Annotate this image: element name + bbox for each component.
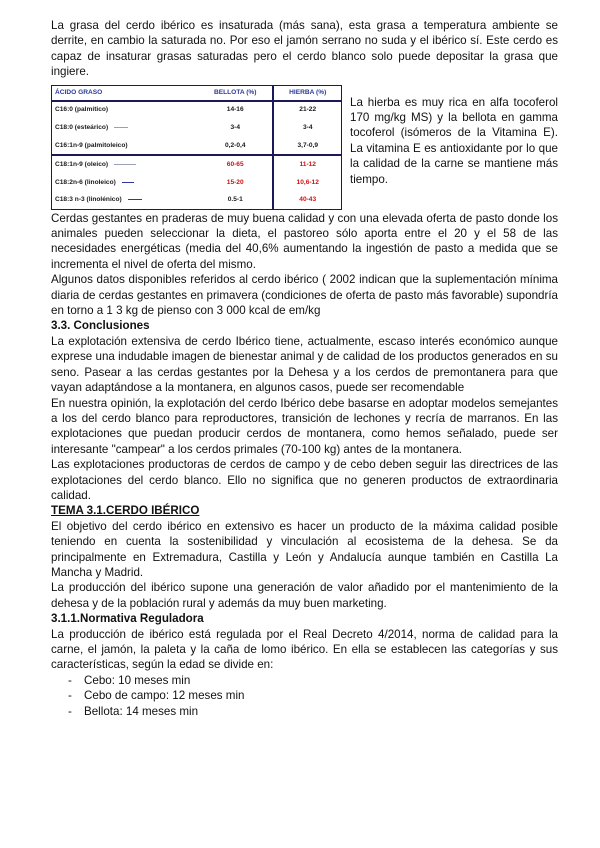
- hierba-cell: 11-12: [273, 155, 341, 174]
- table-row: [52, 101, 342, 120]
- table-row: [52, 119, 342, 137]
- intro-paragraph: La grasa del cerdo ibérico es insaturada (más sana), esta grasa a temperatura ambiente se derrite, en cambio la saturada no. Por eso el jamón serrano no suda y el ibérico sí. Este cerdo es capaz de insaturar grasas saturadas pero el cerdo blanco solo puede depositar la grasa que ingiere.: [51, 19, 558, 79]
- age-category-list: [51, 673, 558, 719]
- col-header-bellota: BELLOTA (%): [198, 85, 273, 101]
- hierba-cell: 40-43: [299, 196, 317, 204]
- bellota-cell: 14-16: [198, 101, 273, 120]
- table-section: [51, 85, 558, 211]
- table-row: [52, 137, 342, 156]
- bellota-cell: 60-65: [198, 155, 273, 174]
- bellota-cell: 3-4: [198, 119, 273, 137]
- vitamin-e-note: La hierba es muy rica en alfa tocoferol 170 mg/kg MS) y la bellota en gamma tocoferol (isómeros de la Vitamina E). La vitamina E es antioxidante por lo que la calidad de la carne se mantiene más tiempo.: [350, 95, 558, 186]
- legend-line: [114, 127, 128, 128]
- tema-heading: TEMA 3.1.CERDO IBÉRICO: [51, 504, 200, 518]
- hierba-cell: 10,6-12: [296, 178, 319, 186]
- datos-paragraph: Algunos datos disponibles referidos al cerdo ibérico ( 2002 indican que la suplementación mínima diaria de cerdas gestantes en primavera (condiciones de oferta de pasto más favorable) supondría en torno a 1 3 kg de pienso con 3 000 kcal de em/kg: [51, 273, 558, 318]
- list-item: - Bellota: 14 meses min: [68, 704, 199, 718]
- conclusiones-heading: 3.3. Conclusiones: [51, 319, 150, 333]
- table-row: [52, 174, 342, 192]
- acid-cell: C18:2n-6 (linoleico): [52, 174, 199, 192]
- table-header-row: [52, 85, 342, 101]
- bullet-dash: -: [68, 673, 72, 687]
- hierba-cell: 3,7-0,9: [297, 141, 318, 149]
- bellota-cell: 15-20: [198, 174, 273, 192]
- bellota-cell: 0,2-0,4: [198, 137, 273, 156]
- col-header-acid: ÁCIDO GRASO: [52, 85, 199, 101]
- list-item: - Cebo: 10 meses min: [68, 673, 191, 687]
- legend-line: [128, 199, 142, 200]
- acid-cell: C16:1n-9 (palmitoleico): [55, 141, 128, 149]
- normativa-paragraph: La producción de ibérico está regulada por el Real Decreto 4/2014, norma de calidad para la carne, el jamón, la paleta y la caña de lomo ibérico. En ella se establecen las categorías y sus características, según la edad se divide en:: [51, 627, 558, 672]
- conclusiones-paragraph-2: En nuestra opinión, la explotación del cerdo Ibérico debe basarse en adoptar modelos semejantes a los del cerdo blanco para reproductores, transición de lechones y recría de marranos. En las explotaciones que puedan producir cerdos de montanera, como hemos señalado, puede ser interesante "campear" a los cerdos primales (70-100 kg) antes de la montanera.: [51, 396, 558, 456]
- acid-cell: C18:3 n-3 (linolénico): [52, 192, 199, 210]
- list-item: - Cebo de campo: 12 meses min: [68, 689, 245, 703]
- bullet-dash: -: [68, 704, 72, 718]
- legend-line: [114, 164, 136, 165]
- acid-cell: C16:0 (palmítico): [55, 106, 109, 114]
- hierba-cell: 3-4: [302, 124, 313, 132]
- acid-cell: C18:1n-9 (oleico): [52, 155, 199, 174]
- conclusiones-paragraph-1: La explotación extensiva de cerdo Ibérico tiene, actualmente, escaso interés económico aunque exprese una indudable imagen de bienestar animal y de calidad de los productos generados en su seno. Pasear a las cerdas gestantes por la Dehesa y a los cerdos de premontanera para que vayan adaptándose a la montanera, en algunos casos, puede ser recomendable: [51, 334, 558, 395]
- col-header-hierba: HIERBA (%): [273, 85, 341, 101]
- cerdas-paragraph: Cerdas gestantes en praderas de muy buena calidad y con una elevada oferta de pasto donde los animales pueden seleccionar la dieta, el pastoreo sólo aporta entre el 20 y el 58 de las necesidades energéticas (media del 40,6% aumentando la ingestión de pasto a medida que se incrementa el nivel de oferta del mismo.: [51, 211, 558, 271]
- document-page: [51, 18, 558, 719]
- fatty-acid-table: [51, 85, 342, 211]
- hierba-cell: 21-22: [299, 106, 317, 114]
- legend-line: [122, 182, 134, 183]
- table-row: [52, 155, 342, 174]
- normativa-heading: 3.1.1.Normativa Reguladora: [51, 612, 204, 626]
- tema-paragraph-1: El objetivo del cerdo ibérico en extensivo es hacer un producto de la máxima calidad posible teniendo en cuenta la sostenibilidad y vinculación al ecosistema de la dehesa. Se da principalmente en Extremadura, Castilla y León y Andalucía aunque también en Castilla La Mancha y Madrid.: [51, 519, 558, 579]
- tema-paragraph-2: La producción del ibérico supone una generación de valor añadido por el mantenimiento de la dehesa y de la población rural y además da muy buen marketing.: [51, 581, 558, 610]
- bellota-cell: 0.5-1: [198, 192, 273, 210]
- acid-cell: C18:0 (esteárico): [52, 119, 199, 137]
- table-row: [52, 192, 342, 210]
- bullet-dash: -: [68, 689, 72, 703]
- conclusiones-paragraph-3: Las explotaciones productoras de cerdos de campo y de cebo deben seguir las directrices de las explotaciones del cerdo blanco. Ello no significa que no generen productos de extraordinaria calidad.: [51, 458, 558, 502]
